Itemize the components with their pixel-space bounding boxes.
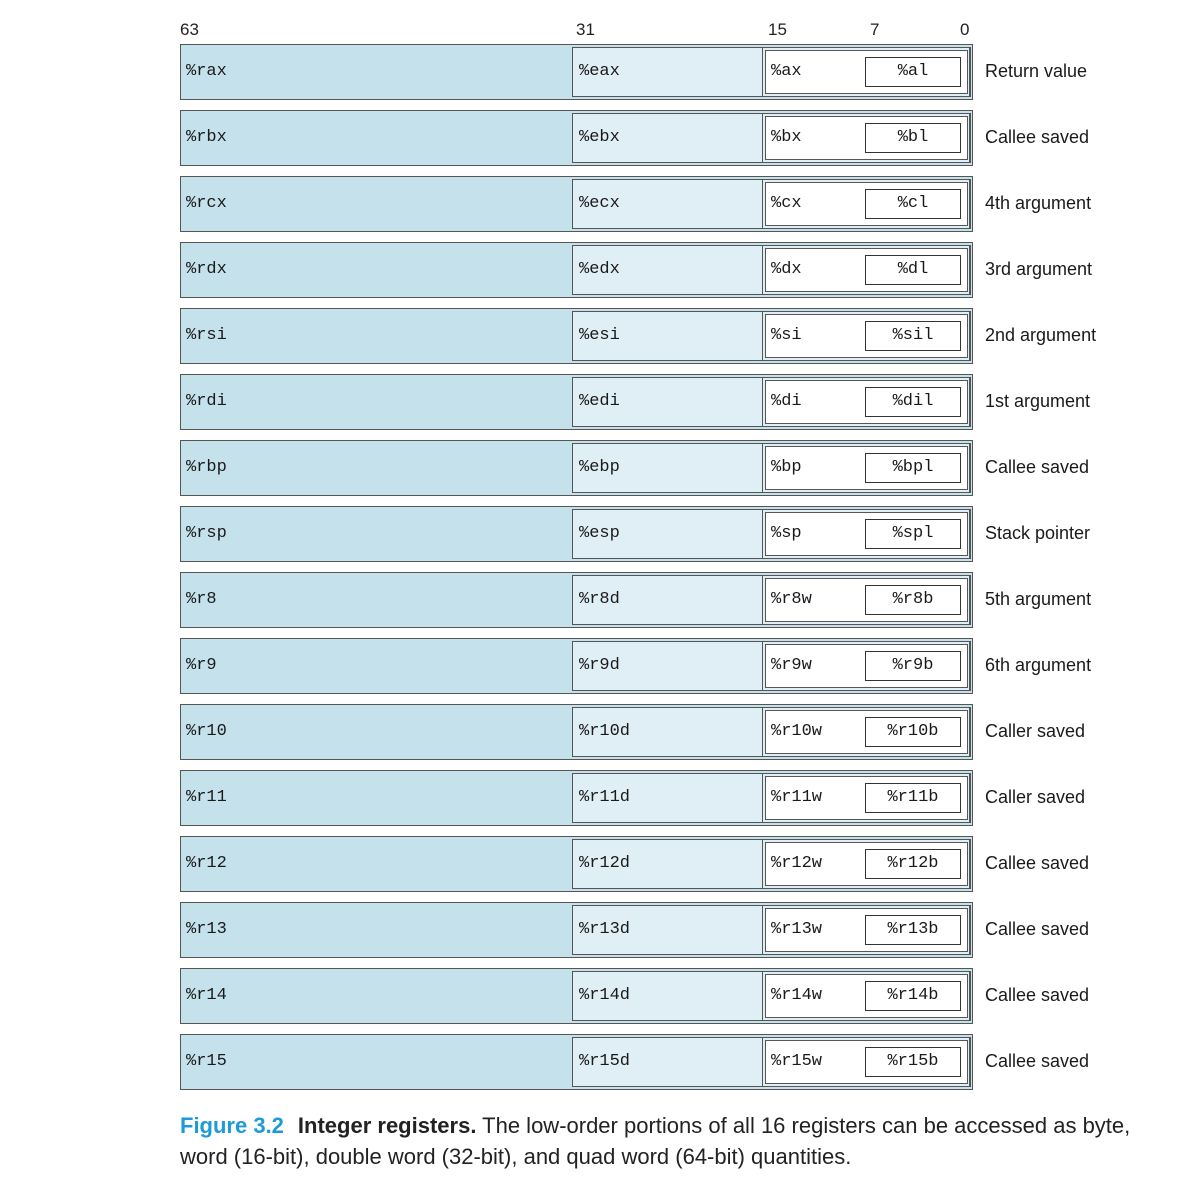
register-32-label: %r14d (579, 986, 631, 1005)
bit-label-7: 7 (870, 20, 880, 39)
register-32-label: %eax (579, 62, 620, 81)
register-8-label: %r10b (887, 722, 939, 741)
figure-title: Integer registers. (297, 1113, 477, 1138)
figure-caption (180, 1110, 1140, 1172)
register-usage: 6th argument (985, 655, 1092, 675)
register-64-label: %rdx (186, 260, 227, 279)
register-16-label: %si (771, 326, 802, 345)
register-64-label: %rsp (186, 524, 227, 543)
register-16-label: %r15w (771, 1052, 823, 1071)
register-32-label: %ebp (579, 458, 620, 477)
register-row (0, 572, 1180, 630)
register-row (0, 374, 1180, 432)
bit-label-63: 63 (180, 20, 199, 39)
register-32-label: %r13d (579, 920, 631, 939)
register-row (0, 110, 1180, 168)
register-8-label: %cl (897, 194, 929, 213)
register-64-label: %r14 (186, 986, 227, 1005)
register-8-label: %r12b (887, 854, 939, 873)
register-32-label: %r10d (579, 722, 631, 741)
register-row (0, 506, 1180, 564)
register-8-label: %dil (892, 392, 934, 411)
register-8-label: %al (897, 62, 929, 81)
register-8-label: %r8b (892, 590, 934, 609)
register-usage: Callee saved (985, 985, 1090, 1005)
bit-position-axis (0, 20, 1180, 44)
register-16-label: %r10w (771, 722, 823, 741)
register-32-label: %r9d (579, 656, 620, 675)
register-64-label: %rbp (186, 458, 227, 477)
register-32-label: %r11d (579, 788, 631, 807)
register-8-label: %r14b (887, 986, 939, 1005)
register-row (0, 242, 1180, 300)
register-usage: Stack pointer (985, 523, 1091, 543)
register-16-label: %bx (771, 128, 802, 147)
register-usage: Callee saved (985, 1051, 1090, 1071)
register-usage: Callee saved (985, 853, 1090, 873)
register-usage: Caller saved (985, 787, 1086, 807)
register-16-label: %r11w (771, 788, 823, 807)
register-64-label: %rsi (186, 326, 227, 345)
register-row (0, 308, 1180, 366)
register-16-label: %di (771, 392, 802, 411)
register-64-label: %r12 (186, 854, 227, 873)
register-32-label: %edi (579, 392, 620, 411)
register-32-label: %ecx (579, 194, 620, 213)
register-16-label: %sp (771, 524, 802, 543)
register-row (0, 902, 1180, 960)
bit-label-0: 0 (960, 20, 970, 39)
register-64-label: %r10 (186, 722, 227, 741)
register-usage: Callee saved (985, 127, 1090, 147)
register-8-label: %r11b (887, 788, 939, 807)
register-16-label: %r13w (771, 920, 823, 939)
register-16-label: %bp (771, 458, 802, 477)
register-usage: Caller saved (985, 721, 1086, 741)
register-usage: 4th argument (985, 193, 1092, 213)
register-16-label: %r8w (771, 590, 812, 609)
register-row (0, 44, 1180, 102)
register-16-label: %ax (771, 62, 802, 81)
register-usage: 3rd argument (985, 259, 1093, 279)
register-16-label: %r12w (771, 854, 823, 873)
register-usage: Callee saved (985, 919, 1090, 939)
register-8-label: %bl (897, 128, 929, 147)
register-16-label: %r9w (771, 656, 812, 675)
figure-number: Figure 3.2 (180, 1113, 284, 1138)
register-16-label: %r14w (771, 986, 823, 1005)
register-32-label: %esi (579, 326, 620, 345)
register-usage: Callee saved (985, 457, 1090, 477)
register-64-label: %r13 (186, 920, 227, 939)
register-64-label: %rbx (186, 128, 227, 147)
register-8-label: %r13b (887, 920, 939, 939)
register-8-label: %r15b (887, 1052, 939, 1071)
register-8-label: %r9b (892, 656, 934, 675)
register-64-label: %r15 (186, 1052, 227, 1071)
register-64-label: %rdi (186, 392, 227, 411)
register-8-label: %dl (897, 260, 929, 279)
register-row (0, 440, 1180, 498)
register-8-label: %bpl (892, 458, 934, 477)
register-64-label: %rcx (186, 194, 227, 213)
bit-label-15: 15 (768, 20, 787, 39)
register-64-label: %r9 (186, 656, 217, 675)
register-16-label: %cx (771, 194, 802, 213)
bit-label-31: 31 (576, 20, 595, 39)
register-64-label: %rax (186, 62, 227, 81)
figure-caption-text: The low-order portions of all 16 registers can be accessed as byte, word (16-bit), double word (32-bit), and quad word (64-bit) quantities. (180, 1113, 1131, 1169)
register-32-label: %esp (579, 524, 620, 543)
register-row (0, 968, 1180, 1026)
register-row (0, 836, 1180, 894)
register-64-label: %r11 (186, 788, 227, 807)
register-8-label: %sil (892, 326, 934, 345)
register-16-label: %dx (771, 260, 802, 279)
register-usage: 5th argument (985, 589, 1092, 609)
register-8-label: %spl (892, 524, 934, 543)
register-row (0, 1034, 1180, 1092)
register-32-label: %edx (579, 260, 620, 279)
register-32-label: %ebx (579, 128, 620, 147)
register-row (0, 704, 1180, 762)
register-usage: Return value (985, 61, 1088, 81)
register-32-label: %r12d (579, 854, 631, 873)
register-row (0, 770, 1180, 828)
register-32-label: %r15d (579, 1052, 631, 1071)
register-usage: 2nd argument (985, 325, 1097, 345)
register-32-label: %r8d (579, 590, 620, 609)
register-row (0, 176, 1180, 234)
register-usage: 1st argument (985, 391, 1091, 411)
register-row (0, 638, 1180, 696)
register-64-label: %r8 (186, 590, 217, 609)
